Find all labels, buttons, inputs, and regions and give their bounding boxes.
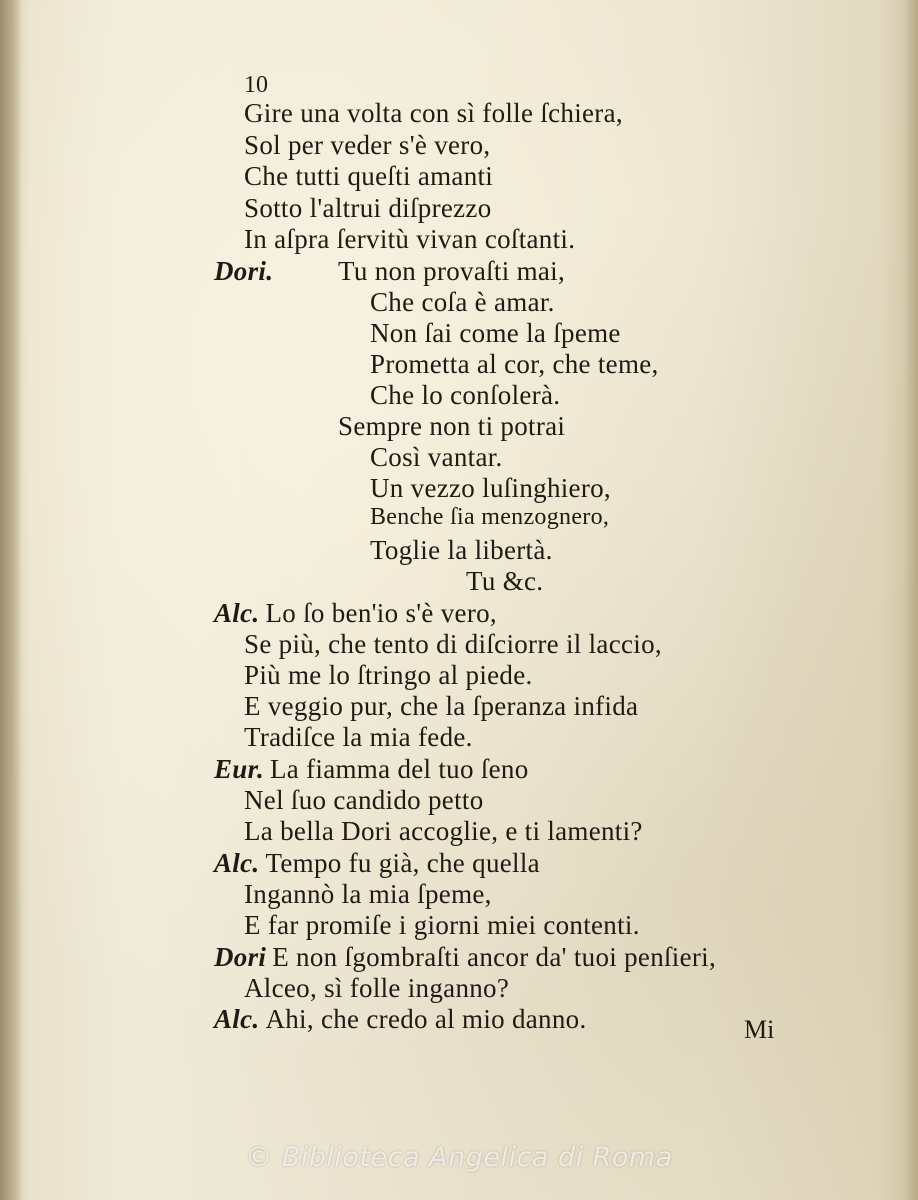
verse-line: La bella Dori accoglie, e ti lamenti? [244,816,643,846]
page-binding-shadow [0,0,22,1200]
verse-text: La fiamma del tuo ſeno [270,754,529,784]
aria-line: Che lo conſolerà. [370,380,561,410]
aria-line: Non ſai come la ſpeme [370,318,621,348]
speaker-name: Dori [214,942,267,972]
speaker-line [214,1004,587,1035]
verse-line: Se più, che tento di diſciorre il laccio, [244,629,662,659]
verse-line: E far promiſe i giorni miei contenti. [244,910,640,940]
da-capo-mark: Tu &c. [466,566,544,596]
verse-line: Che tutti queſti amanti [244,161,494,191]
verse-line: E veggio pur, che la ſperanza infida [244,691,639,721]
aria-line: Sempre non ti potrai [338,411,566,441]
verse-line: Tradiſce la mia fede. [244,722,473,752]
verse-line: Alceo, sì folle inganno? [244,973,510,1003]
speaker-name: Alc. [214,848,260,878]
verse-line: Nel ſuo candido petto [244,785,484,815]
verse-text: E non ſgombraſti ancor da' tuoi penſieri, [272,942,717,972]
verse-line: Ingannò la mia ſpeme, [244,879,492,909]
verse-line: In aſpra ſervitù vivan coſtanti. [244,224,576,254]
verse-text: Tempo fu già, che quella [265,848,540,878]
aria-line: Benche ſia menzognero, [370,504,610,530]
speaker-line [214,754,529,785]
verse-text: Ahi, che credo al mio danno. [265,1004,587,1034]
aria-line: Toglie la libertà. [370,535,553,565]
verse-line: Più me lo ſtringo al piede. [244,660,533,690]
catchword: Mi [744,1015,775,1044]
library-watermark: © Biblioteca Angelica di Roma [245,1142,673,1173]
page-number: 10 [244,72,268,98]
aria-line: Un vezzo luſinghiero, [370,473,611,503]
speaker-line [214,598,497,629]
aria-line: Così vantar. [370,442,503,472]
speaker-name: Alc. [214,598,260,628]
speaker-name: Eur. [214,754,264,784]
speaker-line [214,848,540,879]
aria-line: Prometta al cor, che teme, [370,349,659,379]
speaker-name: Dori. [214,256,274,286]
speaker-line [214,256,279,287]
verse-text: Lo ſo ben'io s'è vero, [265,598,497,628]
speaker-line [214,942,716,973]
verse-line: Sotto l'altrui diſprezzo [244,193,492,223]
verse-line: Gire una volta con sì folle ſchiera, [244,98,623,128]
speaker-name: Alc. [214,1004,260,1034]
aria-line: Che coſa è amar. [370,287,555,317]
verse-line: Sol per veder s'è vero, [244,130,491,160]
page-edge-shadow [904,0,918,1200]
aria-line: Tu non provaſti mai, [338,256,566,286]
